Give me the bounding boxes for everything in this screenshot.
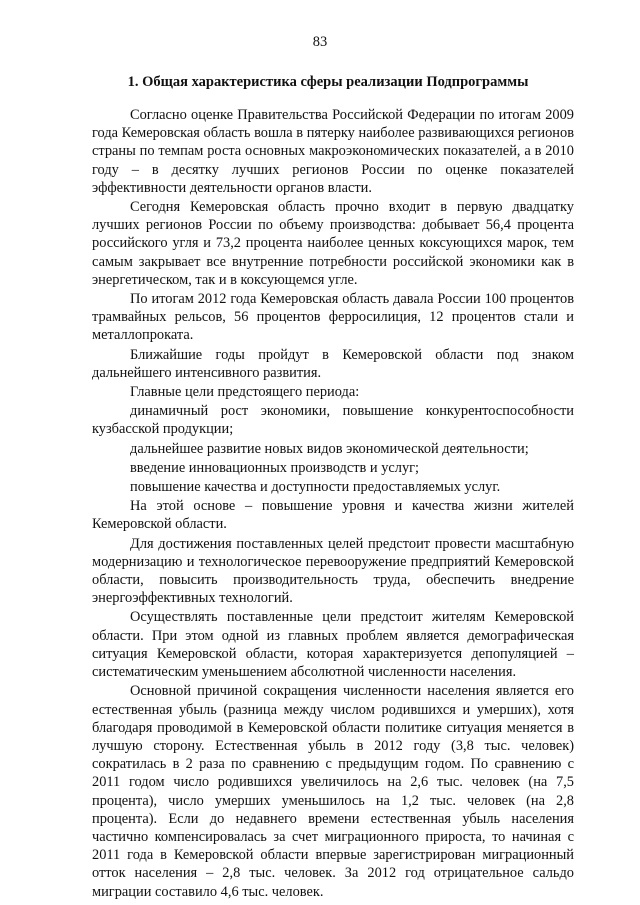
- paragraph: Сегодня Кемеровская область прочно входит в первую двадцатку лучших регионов России по объему производства: добывает 56,4 процента российского угля и 73,2 процента наиболее ценных коксующихся марок, тем самым закрывает все внутренние потребности российской экономики как в энергетическом, так и в коксующемся угле.: [92, 199, 574, 288]
- list-item: введение инновационных производств и услуг;: [130, 459, 420, 476]
- list-item: повышение качества и доступности предоставляемых услуг.: [130, 479, 501, 496]
- paragraph: Основной причиной сокращения численности населения является его естественная убыль (разница между числом родившихся и умерших), хотя благодаря проводимой в Кемеровской области политике ситуация меняется в лучшую сторону. Естественная убыль в 2012 году (3,8 тыс. человек) сократилась в 2 раза по сравнению с предыдущим годом. По сравнению с 2011 годом число родившихся увеличилось на 2,6 тыс. человек (на 7,5 процента), число умерших уменьшилось на 1,2 тыс. человек (на 2,8 процента). Если до недавнего времени естественная убыль населения частично компенсировалась за счет миграционного прироста, то начиная с 2011 года в Кемеровской области впервые зарегистрирован миграционный отток населения – 2,8 тыс. человек. За 2012 год отрицательное сальдо миграции составило 4,6 тыс. человек.: [92, 683, 574, 900]
- paragraph: По итогам 2012 года Кемеровская область давала России 100 процентов трамвайных рельсов, 56 процентов ферросилиция, 12 процентов стали и металлопроката.: [92, 291, 574, 344]
- paragraph: Согласно оценке Правительства Российской Федерации по итогам 2009 года Кемеровская область вошла в пятерку наиболее развивающихся регионов страны по темпам роста основных макроэкономических показателей, а в 2010 году – в десятку лучших регионов России по оценке показателей эффективности деятельности органов власти.: [92, 107, 574, 196]
- page-number: 83: [312, 34, 328, 50]
- paragraph: На этой основе – повышение уровня и качества жизни жителей Кемеровской области.: [92, 498, 574, 533]
- paragraph: Ближайшие годы пройдут в Кемеровской области под знаком дальнейшего интенсивного развития.: [92, 346, 574, 381]
- paragraph: Осуществлять поставленные цели предстоит жителям Кемеровской области. При этом одной из главных проблем является демографическая ситуация Кемеровской области, которая характеризуется депопуляцией – систематическим уменьшением абсолютной численности населения.: [92, 609, 574, 681]
- body-text: [92, 106, 574, 901]
- list-item: дальнейшее развитие новых видов экономической деятельности;: [130, 440, 529, 457]
- paragraph: Главные цели предстоящего периода:: [130, 384, 360, 401]
- section-title: 1. Общая характеристика сферы реализации Подпрограммы: [127, 74, 529, 90]
- list-item: динамичный рост экономики, повышение конкурентоспособности кузбасской продукции;: [92, 403, 574, 438]
- paragraph: Для достижения поставленных целей предстоит провести масштабную модернизацию и технологическое перевооружение предприятий Кемеровской области, повысить производительность труда, обеспечить внедрение энергоэффективных технологий.: [92, 535, 574, 607]
